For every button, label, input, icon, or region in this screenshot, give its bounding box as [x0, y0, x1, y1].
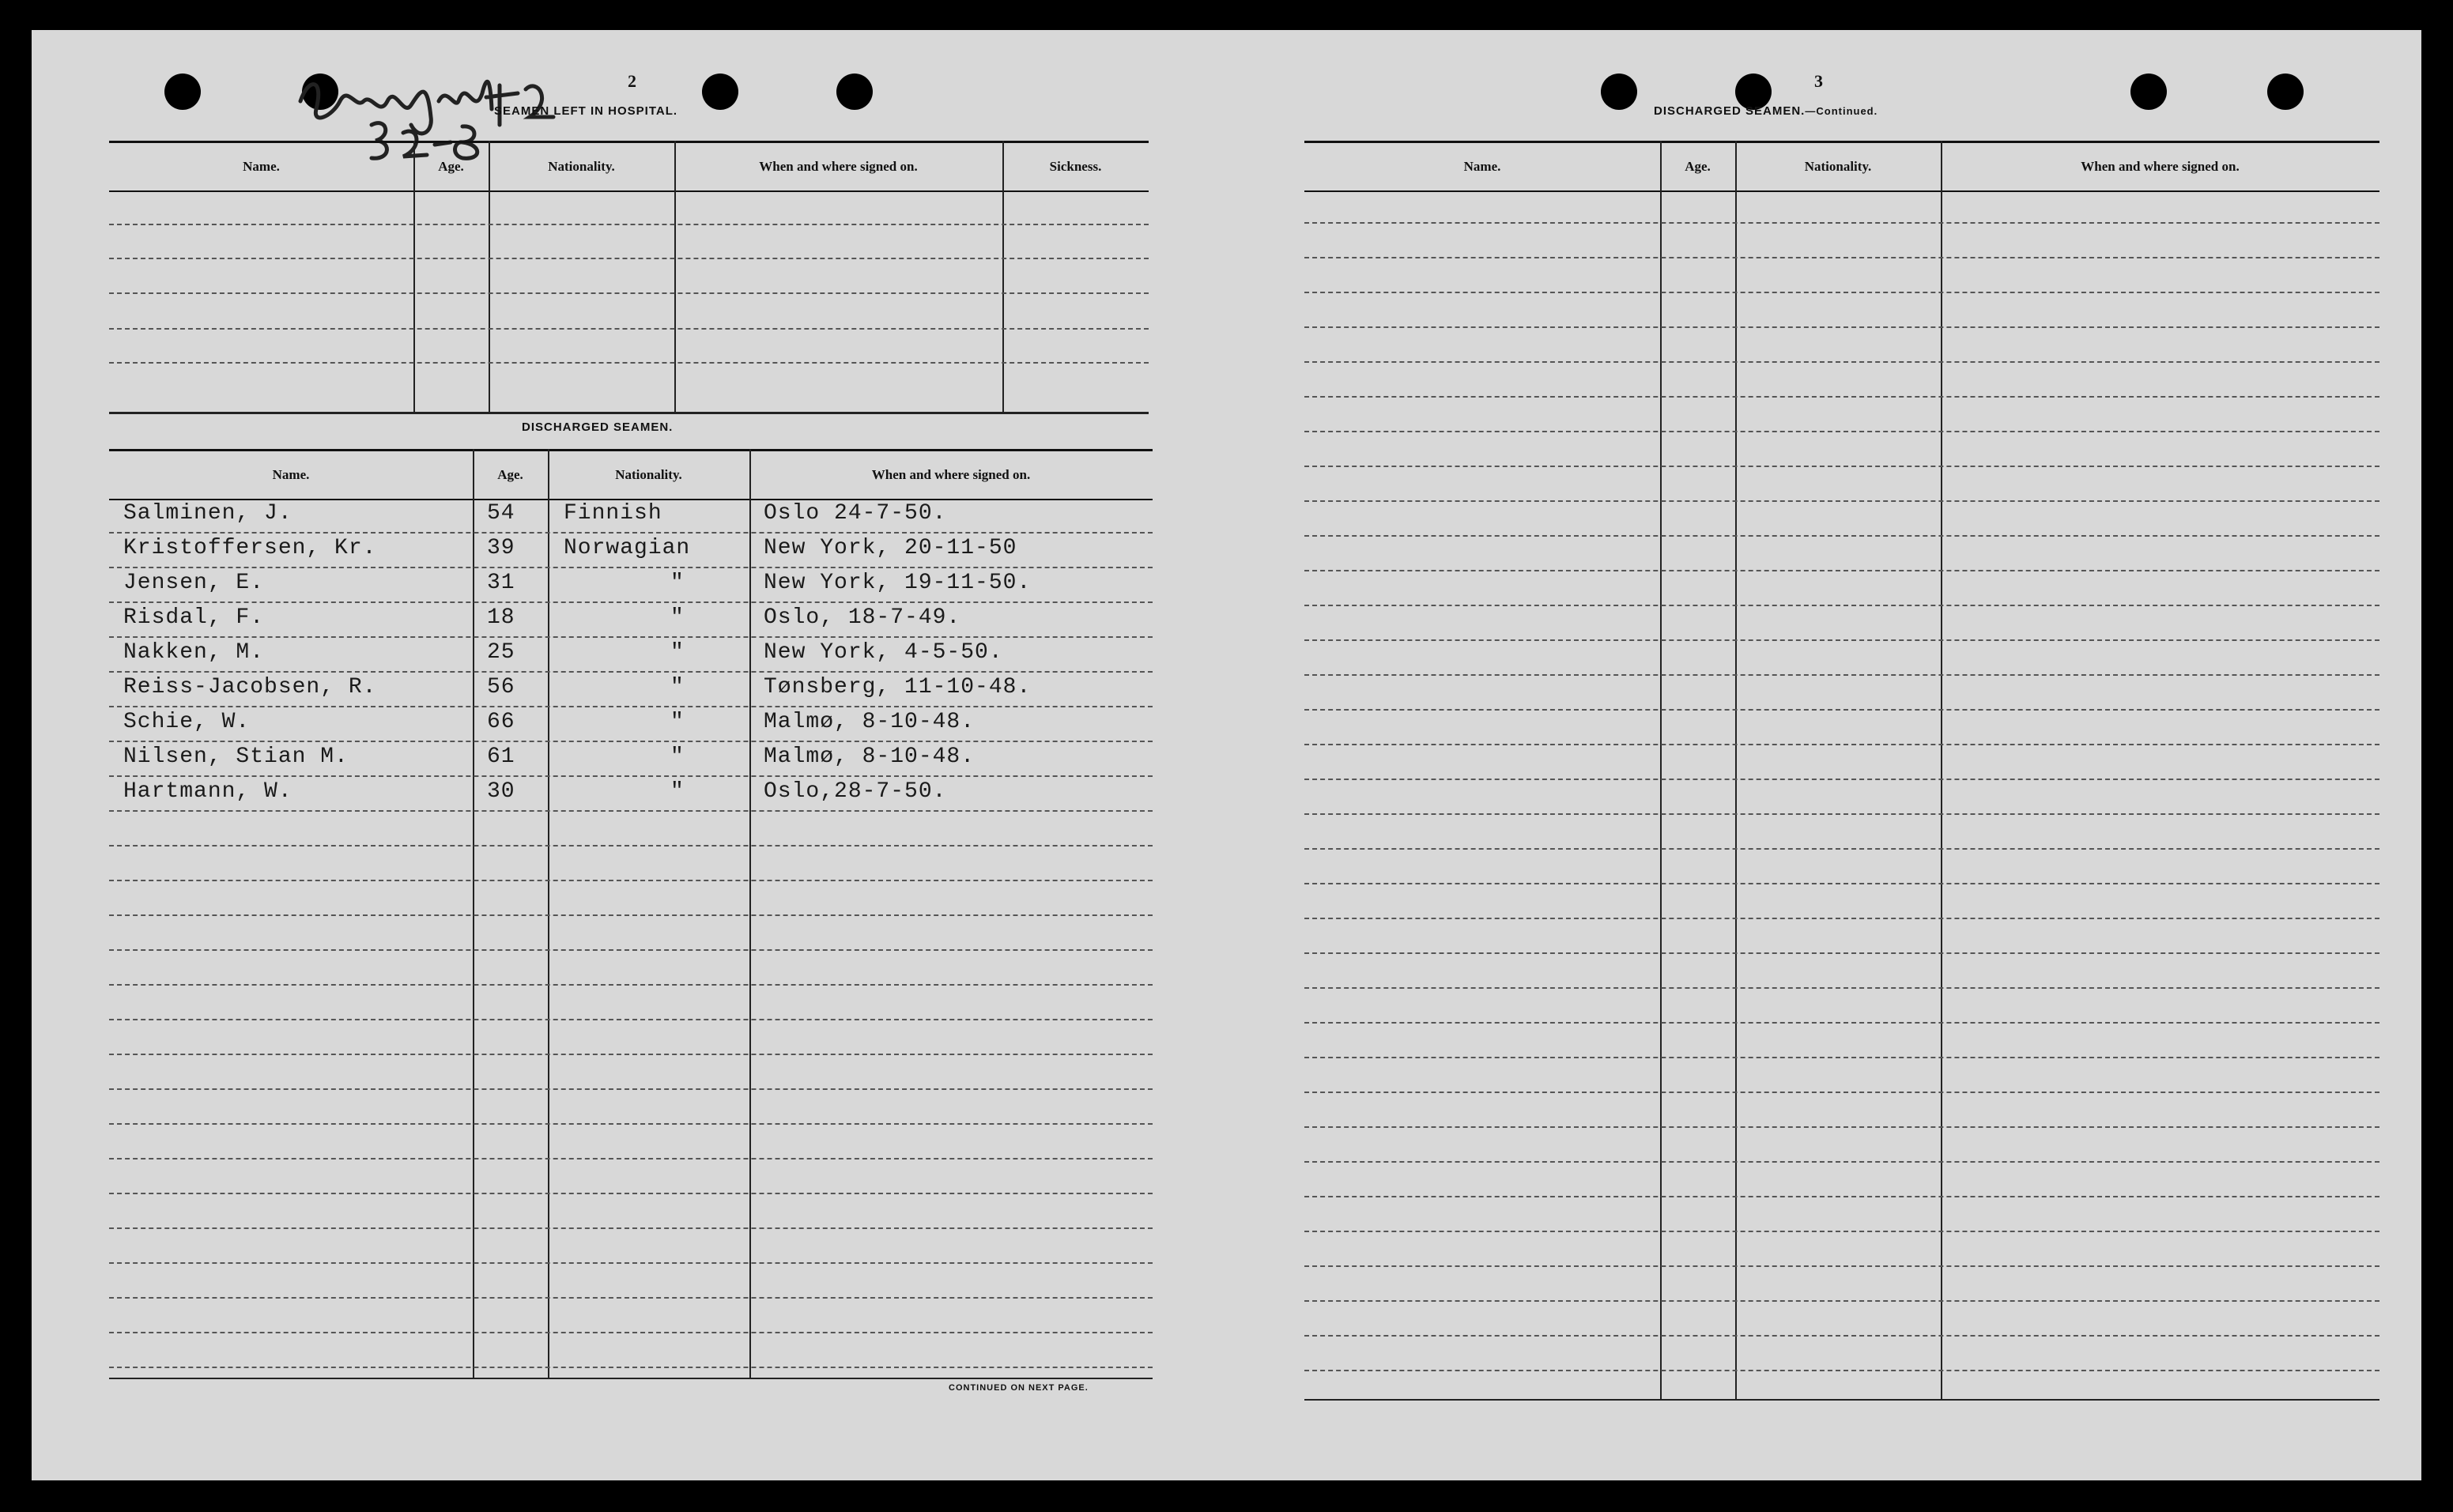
row-line [1304, 570, 2379, 571]
column-divider [1941, 141, 1942, 1399]
row-line [109, 914, 1153, 916]
continued-table-header [1304, 141, 2379, 192]
seaman-nationality: Finnish [564, 501, 662, 526]
seaman-name: Risdal, F. [123, 605, 265, 630]
row-line [109, 224, 1149, 225]
table-row [109, 637, 1153, 672]
row-line [109, 706, 1153, 707]
manifest-sheet [32, 30, 2421, 1480]
row-line [109, 636, 1153, 638]
seaman-signed-on: New York, 20-11-50 [764, 536, 1017, 560]
punch-hole [702, 74, 738, 110]
punch-hole [164, 74, 201, 110]
header-nationality: Nationality. [1804, 159, 1872, 174]
row-line [109, 984, 1153, 986]
seaman-name: Jensen, E. [123, 571, 265, 595]
row-line [109, 1227, 1153, 1229]
row-line [109, 775, 1153, 777]
row-line [109, 292, 1149, 294]
seaman-age: 30 [487, 779, 515, 804]
header-name: Name. [272, 467, 310, 482]
page-number-left: 2 [628, 71, 636, 91]
seaman-age: 56 [487, 675, 515, 699]
row-line [109, 1297, 1153, 1299]
seaman-name: Salminen, J. [123, 501, 292, 526]
hospital-section-title: SEAMEN LEFT IN HOSPITAL. [494, 104, 678, 118]
seaman-nationality: Norwagian [564, 536, 691, 560]
seaman-nationality: " [670, 745, 685, 769]
seaman-name: Nilsen, Stian M. [123, 745, 349, 769]
column-divider [1660, 141, 1662, 1399]
row-line [109, 532, 1153, 534]
row-line [109, 362, 1149, 364]
header-signed-on: When and where signed on. [2081, 159, 2240, 174]
seaman-age: 54 [487, 501, 515, 526]
table-row [109, 602, 1153, 637]
seaman-nationality: " [670, 675, 685, 699]
punch-hole [2267, 74, 2304, 110]
seaman-nationality: " [670, 640, 685, 665]
punch-hole [2130, 74, 2167, 110]
header-nationality: Nationality. [615, 467, 682, 482]
column-divider [489, 141, 490, 413]
column-divider [674, 141, 676, 413]
header-age: Age. [497, 467, 523, 482]
row-line [109, 1019, 1153, 1020]
row-line [109, 949, 1153, 951]
row-line [1304, 1161, 2379, 1163]
row-line [1304, 326, 2379, 328]
column-divider [1002, 141, 1004, 413]
seaman-signed-on: Oslo,28-7-50. [764, 779, 947, 804]
continued-note: CONTINUED ON NEXT PAGE. [949, 1383, 1089, 1393]
row-line [1304, 292, 2379, 293]
row-line [1304, 535, 2379, 537]
seaman-name: Schie, W. [123, 710, 251, 734]
table-row [109, 533, 1153, 567]
row-line [109, 1193, 1153, 1194]
row-line [1304, 605, 2379, 606]
row-line [1304, 1057, 2379, 1058]
row-line [1304, 848, 2379, 850]
row-line [109, 1088, 1153, 1090]
header-name: Name. [243, 159, 280, 174]
row-line [1304, 1231, 2379, 1232]
hospital-table-header [109, 141, 1149, 192]
row-line [109, 1332, 1153, 1333]
column-divider [1735, 141, 1737, 1399]
table-row [109, 707, 1153, 741]
discharged-continued-title [1654, 104, 1877, 118]
row-line [1304, 987, 2379, 989]
row-line [1304, 709, 2379, 711]
seaman-age: 18 [487, 605, 515, 630]
row-line [109, 880, 1153, 881]
row-line [1304, 779, 2379, 780]
seaman-name: Kristoffersen, Kr. [123, 536, 377, 560]
row-line [109, 1158, 1153, 1159]
seaman-signed-on: New York, 4-5-50. [764, 640, 1003, 665]
row-line [1304, 1370, 2379, 1371]
row-line [109, 1367, 1153, 1368]
seaman-signed-on: Oslo, 18-7-49. [764, 605, 961, 630]
row-line [1304, 674, 2379, 676]
seaman-signed-on: New York, 19-11-50. [764, 571, 1032, 595]
row-line [1304, 257, 2379, 258]
seaman-age: 66 [487, 710, 515, 734]
row-line [1304, 500, 2379, 502]
row-line [1304, 1126, 2379, 1128]
row-line [1304, 952, 2379, 954]
row-line [1304, 918, 2379, 919]
row-line [109, 1123, 1153, 1125]
seaman-signed-on: Malmø, 8-10-48. [764, 745, 976, 769]
seaman-nationality: " [670, 571, 685, 595]
discharged-table-header [109, 449, 1153, 500]
seaman-nationality: " [670, 710, 685, 734]
header-nationality: Nationality. [548, 159, 615, 174]
row-line [1304, 361, 2379, 363]
seaman-age: 31 [487, 571, 515, 595]
seaman-name: Nakken, M. [123, 640, 265, 665]
row-line [109, 810, 1153, 812]
row-line [1304, 744, 2379, 745]
punch-hole [1601, 74, 1637, 110]
row-line [109, 258, 1149, 259]
row-line [109, 1262, 1153, 1264]
row-line [1304, 222, 2379, 224]
header-signed-on: When and where signed on. [759, 159, 918, 174]
discharged-section-title: DISCHARGED SEAMEN. [522, 420, 674, 434]
hospital-table [109, 141, 1149, 417]
row-line [109, 845, 1153, 846]
table-bottom [1304, 1399, 2379, 1401]
title-text: DISCHARGED SEAMEN. [1654, 104, 1806, 118]
discharged-continued-table [1304, 141, 2379, 1405]
row-line [1304, 1092, 2379, 1093]
row-line [109, 328, 1149, 330]
row-line [1304, 639, 2379, 641]
seaman-signed-on: Oslo 24-7-50. [764, 501, 947, 526]
row-line [1304, 431, 2379, 432]
seaman-name: Hartmann, W. [123, 779, 292, 804]
row-line [1304, 1300, 2379, 1302]
row-line [1304, 883, 2379, 884]
seaman-nationality: " [670, 605, 685, 630]
row-line [109, 1054, 1153, 1055]
seaman-age: 39 [487, 536, 515, 560]
row-line [1304, 1265, 2379, 1267]
seaman-signed-on: Malmø, 8-10-48. [764, 710, 976, 734]
seaman-nationality: " [670, 779, 685, 804]
seaman-name: Reiss-Jacobsen, R. [123, 675, 377, 699]
table-bottom [109, 412, 1149, 414]
table-bottom [109, 1378, 1153, 1379]
table-row [109, 776, 1153, 811]
table-row [109, 567, 1153, 602]
table-row [109, 672, 1153, 707]
row-line [1304, 1335, 2379, 1337]
seaman-signed-on: Tønsberg, 11-10-48. [764, 675, 1032, 699]
page-number-right: 3 [1814, 71, 1823, 91]
row-line [109, 671, 1153, 673]
seaman-age: 61 [487, 745, 515, 769]
header-name: Name. [1463, 159, 1501, 174]
punch-hole [836, 74, 873, 110]
row-line [1304, 1022, 2379, 1024]
discharged-table [109, 449, 1153, 1382]
row-line [1304, 1196, 2379, 1197]
row-line [1304, 466, 2379, 467]
row-line [1304, 813, 2379, 815]
header-sickness: Sickness. [1049, 159, 1102, 174]
column-divider [413, 141, 415, 413]
row-line [1304, 396, 2379, 398]
header-age: Age. [438, 159, 464, 174]
title-suffix: —Continued. [1805, 105, 1878, 117]
row-line [109, 567, 1153, 568]
table-row [109, 741, 1153, 776]
seaman-age: 25 [487, 640, 515, 665]
header-signed-on: When and where signed on. [871, 467, 1031, 482]
row-line [109, 601, 1153, 603]
table-row [109, 498, 1153, 533]
row-line [109, 741, 1153, 742]
header-age: Age. [1685, 159, 1711, 174]
